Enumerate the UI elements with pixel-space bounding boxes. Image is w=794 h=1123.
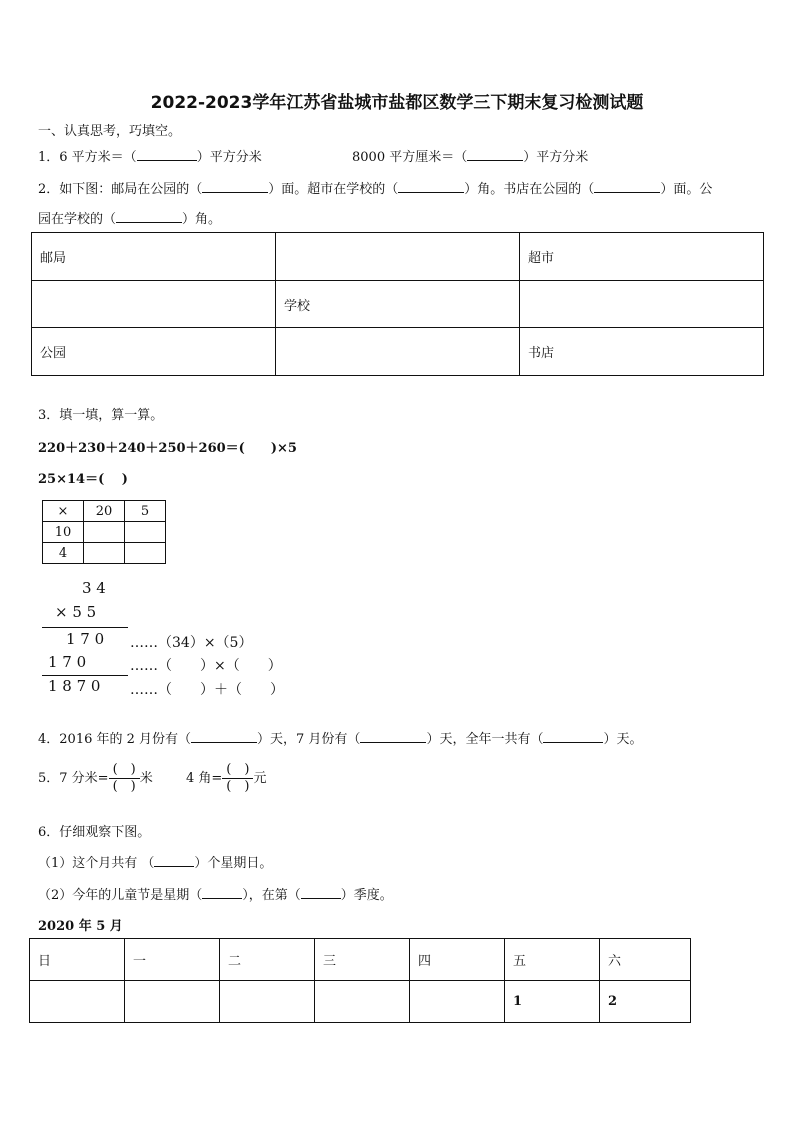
weekday-header: 六	[600, 939, 691, 981]
mult-note-3[interactable]: ……（ ）＋（ ）	[130, 682, 284, 698]
map-cell	[32, 281, 276, 328]
calendar-title: 2020 年 5 月	[38, 919, 123, 934]
question-5a: 5．7 分米= $\frac{( )}{( )}$ 米	[38, 762, 153, 794]
fraction[interactable]: $\frac{( )}{( )}$	[222, 762, 253, 795]
answer-blank[interactable]	[467, 148, 523, 161]
mult-note-1: ……（34）×（5）	[130, 635, 253, 651]
map-cell: 书店	[520, 328, 764, 376]
grid-cell[interactable]	[125, 522, 166, 543]
answer-blank[interactable]	[137, 148, 197, 161]
calendar-day	[410, 981, 505, 1023]
map-cell: 超市	[520, 233, 764, 281]
map-cell	[276, 233, 520, 281]
calendar-table	[29, 938, 691, 1023]
answer-blank[interactable]	[594, 180, 660, 193]
question-6-label: 6．仔细观察下图。	[38, 825, 151, 840]
calendar-day	[125, 981, 220, 1023]
map-cell	[276, 328, 520, 376]
mult-partial-1: 1 7 0	[66, 630, 105, 648]
calendar-day	[315, 981, 410, 1023]
question-6-1: （1）这个月共有 （ ）个星期日。	[38, 856, 273, 871]
weekday-header: 三	[315, 939, 410, 981]
weekday-header: 五	[505, 939, 600, 981]
answer-blank[interactable]	[360, 730, 426, 743]
answer-blank[interactable]	[202, 180, 268, 193]
answer-blank[interactable]	[191, 730, 257, 743]
question-5b: 4 角= $\frac{( )}{( )}$ 元	[186, 762, 267, 794]
weekday-header: 一	[125, 939, 220, 981]
answer-blank[interactable]	[543, 730, 603, 743]
multiplication-grid	[42, 500, 166, 564]
grid-cell: 10	[43, 522, 84, 543]
answer-blank[interactable]	[301, 886, 341, 899]
grid-cell[interactable]	[84, 543, 125, 564]
weekday-header: 四	[410, 939, 505, 981]
question-1b: 8000 平方厘米＝（ ）平方分米	[352, 150, 589, 165]
divider	[42, 675, 128, 676]
grid-cell: 20	[84, 501, 125, 522]
grid-cell: 4	[43, 543, 84, 564]
section-heading: 一、认真思考，巧填空。	[38, 124, 182, 139]
map-cell: 邮局	[32, 233, 276, 281]
grid-cell: 5	[125, 501, 166, 522]
answer-blank[interactable]	[154, 854, 194, 867]
question-2-line1: 2．如下图：邮局在公园的（ ）面。超市在学校的（ ）角。书店在公园的（ ）面。公	[38, 182, 713, 197]
question-3-label: 3．填一填，算一算。	[38, 408, 164, 423]
calendar-day: 1	[505, 981, 600, 1023]
weekday-header: 日	[30, 939, 125, 981]
calendar-day	[220, 981, 315, 1023]
calendar-day	[30, 981, 125, 1023]
equation-2: 25×14＝( )	[38, 472, 128, 487]
map-cell: 公园	[32, 328, 276, 376]
calendar-day: 2	[600, 981, 691, 1023]
answer-blank[interactable]	[398, 180, 464, 193]
answer-blank[interactable]	[202, 886, 242, 899]
weekday-header: 二	[220, 939, 315, 981]
map-table	[31, 232, 764, 376]
question-1a: 1．6 平方米＝（ ）平方分米	[38, 150, 262, 165]
map-cell	[520, 281, 764, 328]
question-6-2: （2）今年的儿童节是星期（ ），在第（ ）季度。	[38, 888, 393, 903]
page-title: 2022-2023学年江苏省盐城市盐都区数学三下期末复习检测试题	[150, 93, 644, 113]
mult-multiplicand: 3 4	[82, 579, 106, 597]
equation-1: 220＋230＋240＋250＋260＝( )×5	[38, 441, 297, 456]
mult-partial-2: 1 7 0	[48, 653, 87, 671]
question-2-line2: 园在学校的（ ）角。	[38, 212, 222, 227]
mult-result: 1 8 7 0	[48, 677, 101, 695]
map-cell: 学校	[276, 281, 520, 328]
grid-cell[interactable]	[125, 543, 166, 564]
mult-note-2[interactable]: ……（ ）×（ ）	[130, 658, 282, 674]
question-4: 4．2016 年的 2 月份有（ ）天，7 月份有（ ）天，全年一共有（ ）天。	[38, 732, 643, 747]
grid-cell: ×	[43, 501, 84, 522]
answer-blank[interactable]	[116, 210, 182, 223]
fraction[interactable]: $\frac{( )}{( )}$	[109, 762, 140, 795]
grid-cell[interactable]	[84, 522, 125, 543]
mult-multiplier: × 5 5	[55, 603, 97, 621]
divider	[42, 627, 128, 628]
